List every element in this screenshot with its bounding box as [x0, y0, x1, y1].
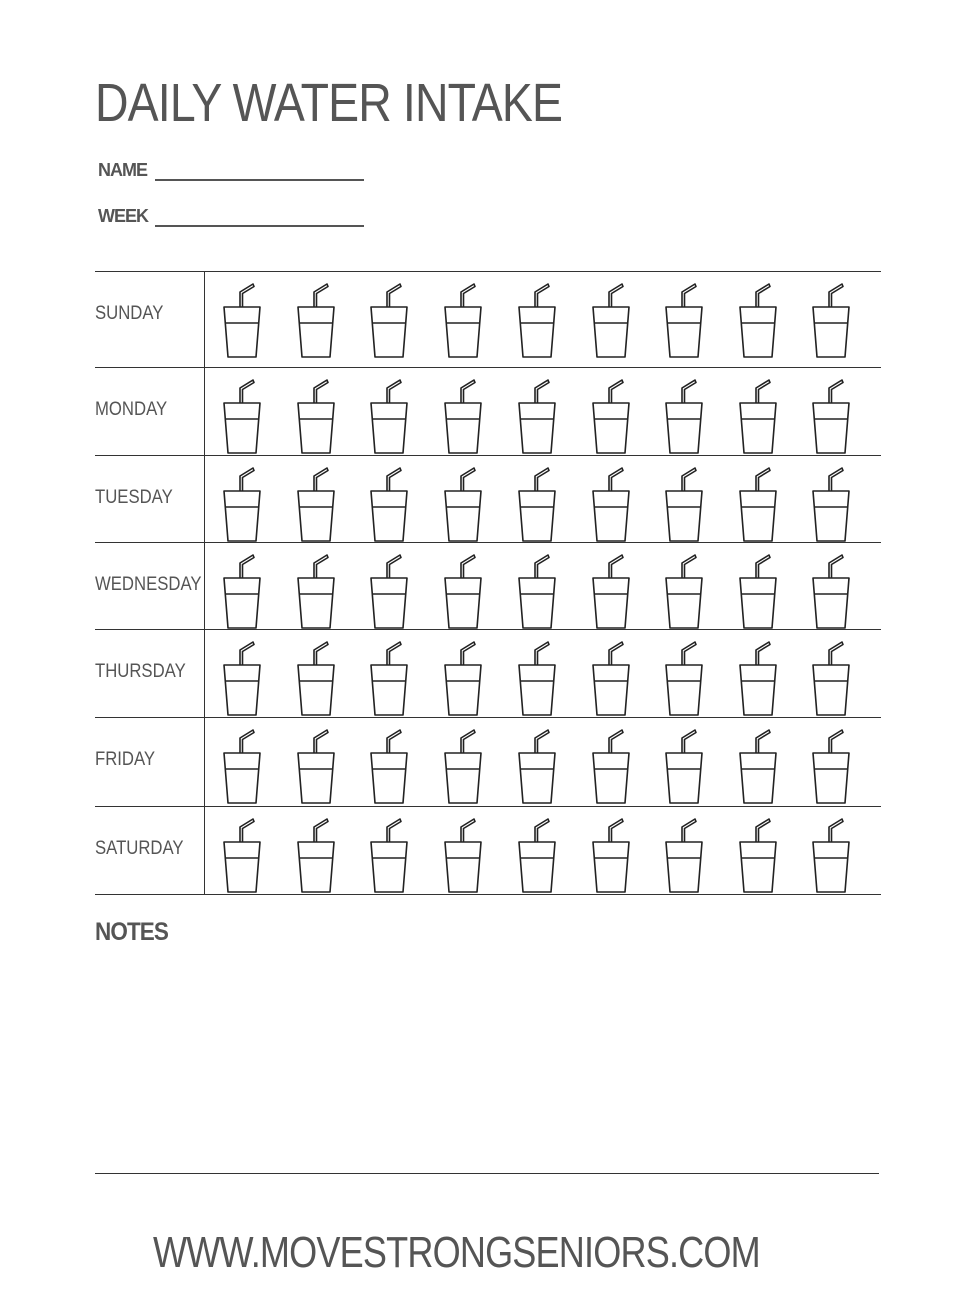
- water-cup-icon[interactable]: [443, 638, 483, 716]
- row-divider: [95, 542, 881, 543]
- water-cup-icon[interactable]: [738, 726, 778, 804]
- water-cup-icon[interactable]: [811, 464, 851, 542]
- water-cup-icon[interactable]: [369, 280, 409, 358]
- water-cup-icon[interactable]: [811, 815, 851, 893]
- water-cup-icon[interactable]: [664, 376, 704, 454]
- water-cup-icon[interactable]: [591, 638, 631, 716]
- water-cup-icon[interactable]: [591, 726, 631, 804]
- water-cup-icon[interactable]: [664, 815, 704, 893]
- water-cup-icon[interactable]: [811, 376, 851, 454]
- water-cup-icon[interactable]: [296, 376, 336, 454]
- water-cup-icon[interactable]: [296, 638, 336, 716]
- row-divider: [95, 455, 881, 456]
- water-cup-icon[interactable]: [369, 638, 409, 716]
- water-cup-icon[interactable]: [738, 815, 778, 893]
- water-cup-icon[interactable]: [517, 551, 557, 629]
- row-divider: [95, 894, 881, 895]
- water-cup-icon[interactable]: [222, 638, 262, 716]
- water-cup-icon[interactable]: [811, 638, 851, 716]
- water-cup-icon[interactable]: [296, 815, 336, 893]
- water-cup-icon[interactable]: [222, 726, 262, 804]
- water-cup-icon[interactable]: [591, 376, 631, 454]
- water-cup-icon[interactable]: [738, 376, 778, 454]
- week-label: WEEK: [98, 206, 148, 226]
- water-cup-icon[interactable]: [222, 280, 262, 358]
- water-cup-icon[interactable]: [296, 464, 336, 542]
- day-label: FRIDAY: [95, 749, 156, 770]
- footer-url: WWW.MOVESTRONGSENIORS.COM: [153, 1228, 760, 1277]
- row-divider: [95, 271, 881, 272]
- water-cup-icon[interactable]: [738, 551, 778, 629]
- water-cup-icon[interactable]: [811, 726, 851, 804]
- row-divider: [95, 717, 881, 718]
- water-cup-icon[interactable]: [664, 551, 704, 629]
- page-title: DAILY WATER INTAKE: [95, 73, 563, 133]
- day-label: SATURDAY: [95, 838, 184, 859]
- row-divider: [95, 629, 881, 630]
- notes-line: [95, 1173, 879, 1174]
- notes-heading: NOTES: [95, 918, 169, 946]
- water-cup-icon[interactable]: [443, 280, 483, 358]
- water-cup-icon[interactable]: [591, 280, 631, 358]
- water-cup-icon[interactable]: [222, 464, 262, 542]
- water-cup-icon[interactable]: [664, 464, 704, 542]
- water-cup-icon[interactable]: [296, 280, 336, 358]
- water-cup-icon[interactable]: [222, 376, 262, 454]
- row-divider: [95, 367, 881, 368]
- day-label: TUESDAY: [95, 487, 173, 508]
- row-divider: [95, 806, 881, 807]
- water-cup-icon[interactable]: [738, 280, 778, 358]
- water-cup-icon[interactable]: [369, 551, 409, 629]
- water-cup-icon[interactable]: [664, 638, 704, 716]
- day-label: MONDAY: [95, 399, 168, 420]
- day-label: WEDNESDAY: [95, 574, 202, 595]
- column-divider: [204, 271, 205, 894]
- water-cup-icon[interactable]: [369, 376, 409, 454]
- water-cup-icon[interactable]: [296, 726, 336, 804]
- water-cup-icon[interactable]: [591, 464, 631, 542]
- day-label: SUNDAY: [95, 303, 164, 324]
- water-cup-icon[interactable]: [591, 551, 631, 629]
- water-cup-icon[interactable]: [517, 726, 557, 804]
- water-cup-icon[interactable]: [738, 638, 778, 716]
- water-cup-icon[interactable]: [517, 638, 557, 716]
- water-cup-icon[interactable]: [443, 376, 483, 454]
- water-cup-icon[interactable]: [443, 815, 483, 893]
- water-cup-icon[interactable]: [811, 551, 851, 629]
- water-cup-icon[interactable]: [738, 464, 778, 542]
- water-cup-icon[interactable]: [664, 280, 704, 358]
- week-field[interactable]: [155, 225, 364, 227]
- water-cup-icon[interactable]: [443, 726, 483, 804]
- water-cup-icon[interactable]: [664, 726, 704, 804]
- water-cup-icon[interactable]: [517, 464, 557, 542]
- water-cup-icon[interactable]: [296, 551, 336, 629]
- name-label: NAME: [98, 160, 147, 180]
- water-cup-icon[interactable]: [517, 376, 557, 454]
- water-cup-icon[interactable]: [369, 464, 409, 542]
- water-cup-icon[interactable]: [443, 464, 483, 542]
- name-field[interactable]: [155, 179, 364, 181]
- water-cup-icon[interactable]: [222, 815, 262, 893]
- water-cup-icon[interactable]: [811, 280, 851, 358]
- water-cup-icon[interactable]: [517, 280, 557, 358]
- water-cup-icon[interactable]: [369, 726, 409, 804]
- water-cup-icon[interactable]: [222, 551, 262, 629]
- water-cup-icon[interactable]: [591, 815, 631, 893]
- water-cup-icon[interactable]: [517, 815, 557, 893]
- water-cup-icon[interactable]: [369, 815, 409, 893]
- water-cup-icon[interactable]: [443, 551, 483, 629]
- day-label: THURSDAY: [95, 661, 186, 682]
